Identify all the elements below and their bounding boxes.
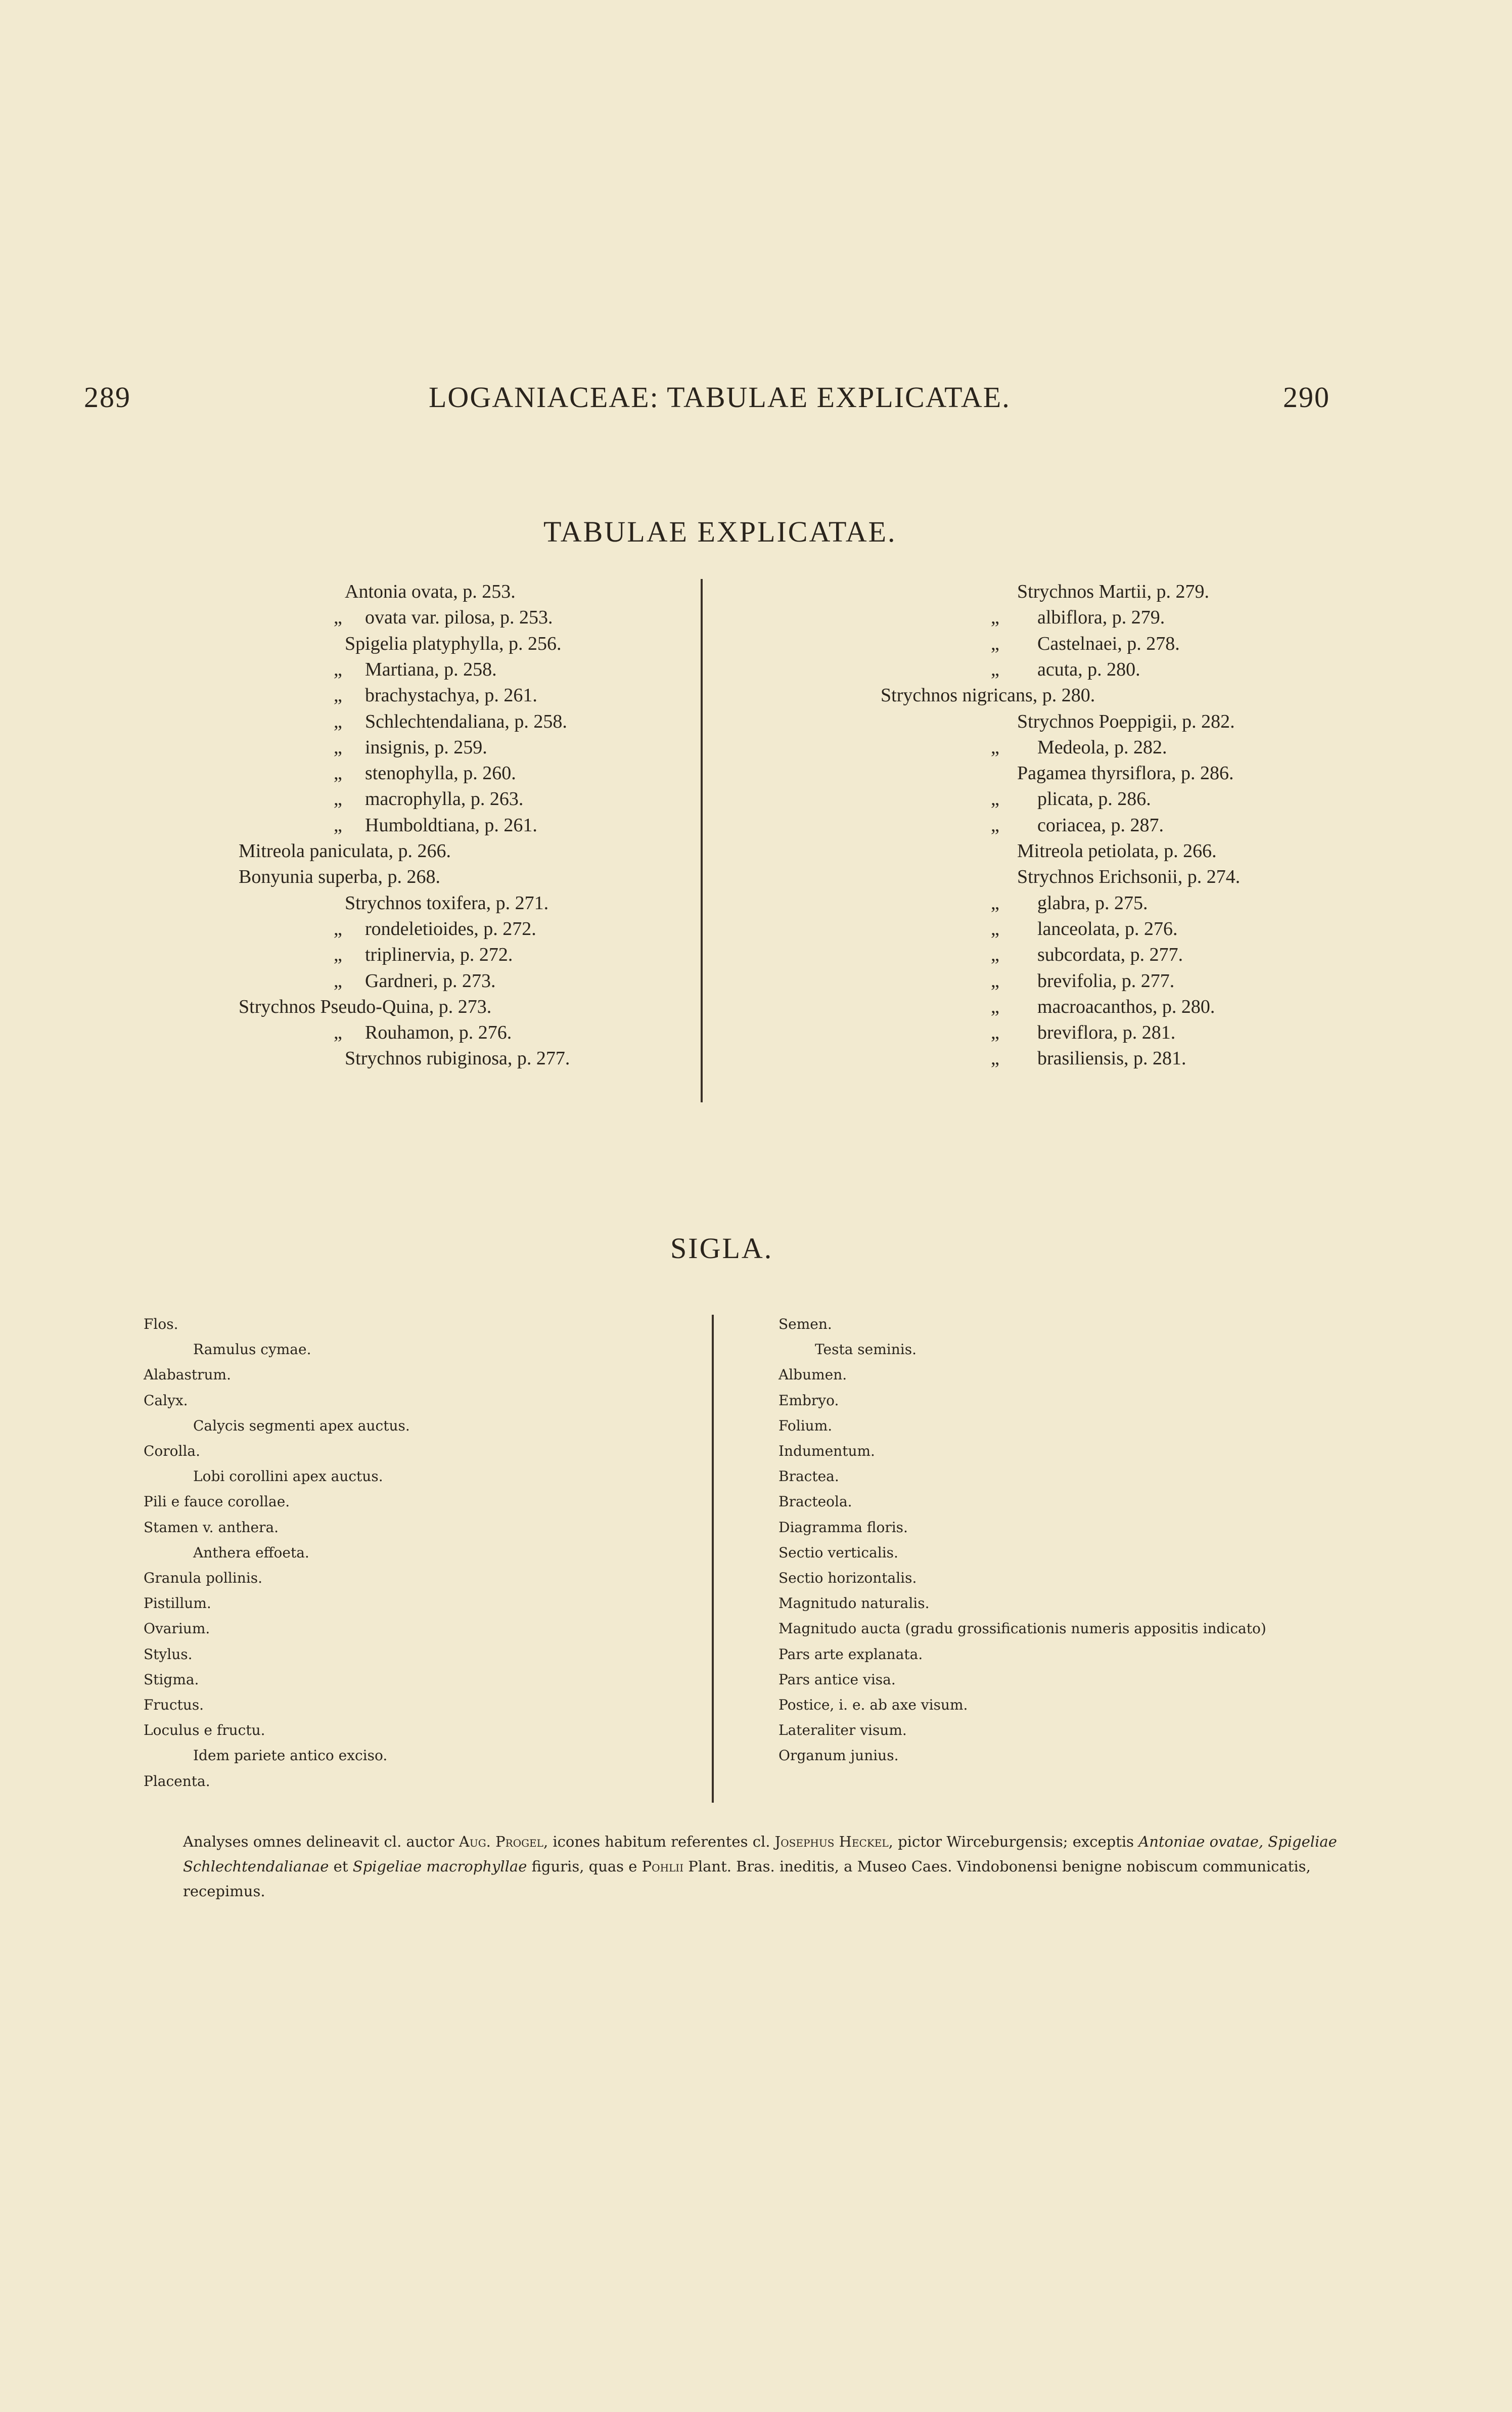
species-name: lanceolata, p. 276. — [1037, 918, 1178, 940]
page-number-left: 289 — [84, 381, 131, 414]
species-name: brasiliensis, p. 281. — [1037, 1048, 1186, 1069]
species-name: macrophylla, p. 263. — [365, 788, 524, 810]
species-name: Castelnaei, p. 278. — [1037, 633, 1180, 654]
species-name: Gardneri, p. 273. — [365, 970, 496, 992]
sigla-text: Flos. — [144, 1316, 178, 1332]
sigla-text: Calycis segmenti apex auctus. — [193, 1417, 410, 1434]
ditto-mark: „ — [991, 788, 999, 810]
sigla-text: Lateraliter visum. — [778, 1722, 907, 1739]
sigla-text: Pars arte explanata. — [778, 1645, 923, 1663]
footnote-text-6: Plant. Bras. ineditis, a Museo Caes. Vindobonensi benigne nobiscum communicatis, recepimus. — [183, 1858, 1311, 1900]
species-name: Strychnos Martii, p. 279. — [1017, 581, 1209, 602]
sigla-text: Bracteola. — [778, 1493, 852, 1510]
sigla-text: Sectio verticalis. — [778, 1544, 898, 1561]
sigla-divider — [712, 1315, 714, 1803]
ditto-mark: „ — [991, 1022, 999, 1044]
species-name: insignis, p. 259. — [365, 736, 487, 758]
species-name: Strychnos Poeppigii, p. 282. — [1017, 710, 1235, 732]
species-name: macroacanthos, p. 280. — [1037, 996, 1215, 1017]
species-name: Strychnos Pseudo-Quina, p. 273. — [239, 996, 492, 1017]
footnote-species-1: Antoniae ovatae, Spigeliae Schlechtendalianae — [183, 1833, 1337, 1875]
sigla-text: Alabastrum. — [144, 1366, 231, 1383]
species-name: rondeletioides, p. 272. — [365, 918, 536, 940]
species-name: Strychnos Erichsonii, p. 274. — [1017, 866, 1241, 888]
species-name: brachystachya, p. 261. — [365, 685, 537, 706]
ditto-mark: „ — [334, 658, 342, 680]
species-name: Medeola, p. 282. — [1037, 736, 1167, 758]
species-name: brevifolia, p. 277. — [1037, 970, 1175, 992]
sigla-text: Pars antice visa. — [778, 1671, 896, 1688]
species-name: Strychnos toxifera, p. 271. — [345, 892, 549, 914]
sigla-text: Magnitudo naturalis. — [778, 1595, 930, 1612]
author-name: Aug. Progel — [459, 1833, 543, 1850]
ditto-mark: „ — [334, 918, 342, 940]
page-number-right: 290 — [1283, 381, 1330, 414]
footnote-text-5: figuris, quas e — [527, 1858, 642, 1875]
sigla-text: Anthera effoeta. — [193, 1544, 309, 1561]
ditto-mark: „ — [334, 814, 342, 836]
sigla-text: Loculus e fructu. — [144, 1722, 265, 1739]
species-name: subcordata, p. 277. — [1037, 944, 1183, 966]
sigla-text: Albumen. — [778, 1366, 847, 1383]
species-name: Strychnos nigricans, p. 280. — [881, 685, 1095, 706]
sigla-text: Folium. — [778, 1417, 833, 1434]
ditto-mark: „ — [334, 788, 342, 810]
collector-name: Pohlii — [642, 1858, 684, 1875]
ditto-mark: „ — [334, 944, 342, 966]
footnote-species-2: Spigeliae macrophyllae — [352, 1858, 527, 1875]
ditto-mark: „ — [991, 996, 999, 1017]
ditto-mark: „ — [991, 607, 999, 629]
sigla-text: Magnitudo aucta (gradu grossificationis numeris appositis indicato) — [778, 1620, 1266, 1637]
ditto-mark: „ — [334, 685, 342, 706]
species-name: Bonyunia superba, p. 268. — [239, 866, 440, 888]
ditto-mark: „ — [991, 1048, 999, 1069]
ditto-mark: „ — [991, 892, 999, 914]
sigla-text: Ramulus cymae. — [193, 1341, 311, 1358]
sigla-text: Pili e fauce corollae. — [144, 1493, 290, 1510]
footnote-text-1: Analyses omnes delineavit cl. auctor — [183, 1833, 459, 1850]
species-name: Spigelia platyphylla, p. 256. — [345, 633, 562, 654]
painter-name: Josephus Heckel — [774, 1833, 889, 1850]
sigla-text: Stamen v. anthera. — [144, 1518, 279, 1536]
species-name: ovata var. pilosa, p. 253. — [365, 607, 553, 629]
sigla-text: Pistillum. — [144, 1595, 211, 1612]
ditto-mark: „ — [334, 607, 342, 629]
sigla-text: Semen. — [778, 1316, 832, 1332]
sigla-text: Postice, i. e. ab axe visum. — [778, 1696, 968, 1713]
sigla-text: Diagramma floris. — [778, 1518, 908, 1536]
ditto-mark: „ — [991, 970, 999, 992]
footnote — [183, 1829, 1346, 1904]
species-name: acuta, p. 280. — [1037, 658, 1140, 680]
sigla-text: Organum junius. — [778, 1747, 899, 1764]
species-name: Pagamea thyrsiflora, p. 286. — [1017, 763, 1234, 784]
ditto-mark: „ — [334, 970, 342, 992]
running-title: LOGANIACEAE: TABULAE EXPLICATAE. — [429, 381, 1011, 414]
footnote-text-3: , pictor Wirceburgensis; exceptis — [888, 1833, 1139, 1850]
sigla-text: Ovarium. — [144, 1620, 210, 1637]
sigla-text: Sectio horizontalis. — [778, 1570, 917, 1586]
ditto-mark: „ — [991, 918, 999, 940]
species-name: glabra, p. 275. — [1037, 892, 1148, 914]
column-divider — [701, 579, 703, 1102]
ditto-mark: „ — [334, 710, 342, 732]
species-name: Mitreola petiolata, p. 266. — [1017, 840, 1217, 862]
footnote-text-4: et — [329, 1858, 353, 1875]
sigla-text: Idem pariete antico exciso. — [193, 1747, 388, 1764]
species-name: coriacea, p. 287. — [1037, 814, 1164, 836]
species-name: breviflora, p. 281. — [1037, 1022, 1176, 1044]
sigla-text: Embryo. — [778, 1392, 839, 1409]
sigla-text: Fructus. — [144, 1696, 204, 1713]
species-name: albiflora, p. 279. — [1037, 607, 1165, 629]
ditto-mark: „ — [334, 1022, 342, 1044]
sigla-text: Lobi corollini apex auctus. — [193, 1468, 383, 1485]
species-name: Antonia ovata, p. 253. — [345, 581, 516, 602]
species-name: Rouhamon, p. 276. — [365, 1022, 512, 1044]
ditto-mark: „ — [334, 763, 342, 784]
sigla-title: SIGLA. — [670, 1232, 773, 1265]
species-name: Strychnos rubiginosa, p. 277. — [345, 1048, 570, 1069]
species-name: plicata, p. 286. — [1037, 788, 1151, 810]
ditto-mark: „ — [991, 736, 999, 758]
species-name: stenophylla, p. 260. — [365, 763, 516, 784]
sigla-text: Stylus. — [144, 1645, 193, 1663]
sigla-text: Indumentum. — [778, 1443, 875, 1459]
footnote-text-2: , icones habitum referentes cl. — [543, 1833, 775, 1850]
sigla-text: Stigma. — [144, 1671, 199, 1688]
species-name: Schlechtendaliana, p. 258. — [365, 710, 567, 732]
sigla-text: Granula pollinis. — [144, 1570, 262, 1586]
sigla-text: Calyx. — [144, 1392, 188, 1409]
species-name: triplinervia, p. 272. — [365, 944, 513, 966]
sigla-text: Bractea. — [778, 1468, 839, 1485]
species-name: Mitreola paniculata, p. 266. — [239, 840, 451, 862]
species-name: Martiana, p. 258. — [365, 658, 497, 680]
ditto-mark: „ — [991, 658, 999, 680]
ditto-mark: „ — [991, 633, 999, 654]
ditto-mark: „ — [991, 814, 999, 836]
species-name: Humboldtiana, p. 261. — [365, 814, 537, 836]
sigla-text: Testa seminis. — [815, 1341, 917, 1358]
ditto-mark: „ — [991, 944, 999, 966]
ditto-mark: „ — [334, 736, 342, 758]
sigla-text: Corolla. — [144, 1443, 201, 1459]
sigla-text: Placenta. — [144, 1772, 210, 1790]
tabulae-title: TABULAE EXPLICATAE. — [543, 515, 897, 548]
